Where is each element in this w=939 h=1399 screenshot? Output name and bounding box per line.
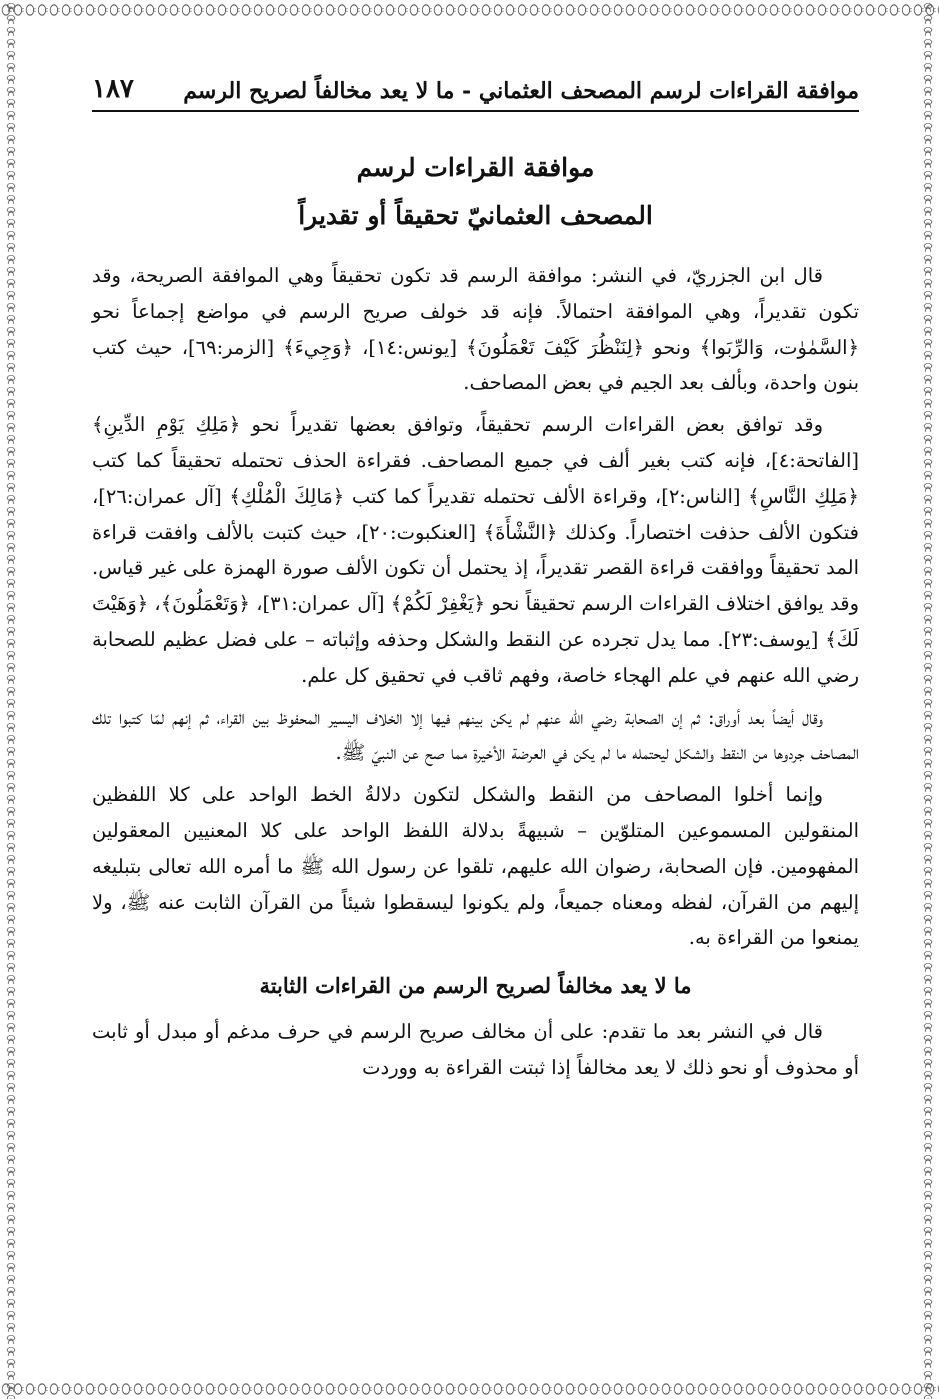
decorative-border-right — [917, 0, 939, 1399]
page-number: ١٨٧ — [92, 74, 134, 104]
decorative-border-left — [0, 0, 22, 1399]
chapter-title-line-2: المصحف العثمانيّ تحقيقاً أو تقديراً — [298, 201, 653, 230]
paragraph-3: وقال أيضاً بعد أوراق: ثم إن الصحابة رضي الله عنهم لم يكن بينهم فيها إلا الخلاف اليسير المحفوظ بين القراء، ثم إنهم لمّا كتبوا تلك المصاحف جردوها من النقط والشكل ليحتمله ما لم يكن في العرضة الأخيرة مما صح عن النبيّ ﷺ. — [92, 705, 859, 765]
running-header — [92, 62, 859, 112]
paragraph-1: قال ابن الجزريّ، في النشر: موافقة الرسم قد تكون تحقيقاً وهي الموافقة الصريحة، وقد تكون تقديراً، وهي الموافقة احتمالاً. فإنه قد خولف صريح الرسم في مواضع إجماعاً نحو ﴿السَّمٰوٰت، وَالرِّبَوا﴾ ونحو ﴿لِنَنْظُرَ كَيْفَ تَعْمَلُونَ﴾ [يونس:١٤]، ﴿وَجِيءَ﴾ [الزمر:٦٩]، حيث كتب بنون واحدة، وبألف بعد الجيم في بعض المصاحف. — [92, 264, 860, 395]
paragraph-4: وإنما أخلوا المصاحف من النقط والشكل لتكون دلالةُ الخط الواحد على كلا اللفظين المنقولين المسموعين المتلوّين – شبيهةً بدلالة اللفظ الواحد على كلا المعنيين المعقولين المفهومين. فإن الصحابة، رضوان الله عليهم، تلقوا عن رسول الله ﷺ ما أمره الله تعالى بتبليغه إليهم من القرآن، لفظه ومعناه جميعاً، ولم يكونوا ليسقطوا شيئاً من القرآن الثابت عنه ﷺ، ولا يمنعوا من القراءة به. — [92, 783, 859, 950]
section-heading: ما لا يعد مخالفاً لصريح الرسم من القراءات الثابتة — [259, 973, 692, 999]
decorative-border-bottom — [0, 1379, 939, 1399]
page-content — [92, 62, 859, 1359]
paragraph-2: وقد توافق بعض القراءات الرسم تحقيقاً، وتوافق بعضها تقديراً نحو ﴿مَلِكِ يَوْمِ الدِّينِ﴾ [الفاتحة:٤]، فإنه كتب بغير ألف في جميع المصاحف. فقراءة الحذف تحتمله تحقيقاً كما كتب ﴿مَلِكِ النَّاسِ﴾ [الناس:٢]، وقراءة الألف تحتمله تقديراً كما كتب ﴿مَالِكَ الْمُلْكِ﴾ [آل عمران:٢٦]، فتكون الألف حذفت اختصاراً. وكذلك ﴿النَّشْأَةَ﴾ [العنكبوت:٢٠]، حيث كتبت بالألف وافقت قراءة المد تحقيقاً ووافقت قراءة القصر تقديراً، إذ يحتمل أن تكون الألف صورة الهمزة على غير قياس. وقد يوافق اختلاف القراءات الرسم تحقيقاً نحو ﴿يَغْفِرْ لَكُمْ﴾ [آل عمران:٣١]، ﴿وَتَعْمَلُونَ﴾، ﴿وَهَيْتَ لَكَ﴾ [يوسف:٢٣]. مما يدل تجرده عن النقط والشكل وحذفه وإثباته – على فضل عظيم للصحابة رضي الله عنهم في علم الهجاء خاصة، وفهم ثاقب في تحقيق كل علم. — [92, 413, 859, 687]
chapter-title-line-1: موافقة القراءات لرسم — [356, 153, 595, 182]
decorative-border-top — [0, 0, 939, 20]
running-title: موافقة القراءات لرسم المصحف العثماني - ما لا يعد مخالفاً لصريح الرسم — [183, 78, 859, 104]
paragraph-final: قال في النشر بعد ما تقدم: على أن مخالف صريح الرسم في حرف مدغم أو مبدل أو ثابت أو محذوف أو نحو ذلك لا يعد مخالفاً إذا ثبتت القراءة به ووردت — [92, 1020, 859, 1079]
